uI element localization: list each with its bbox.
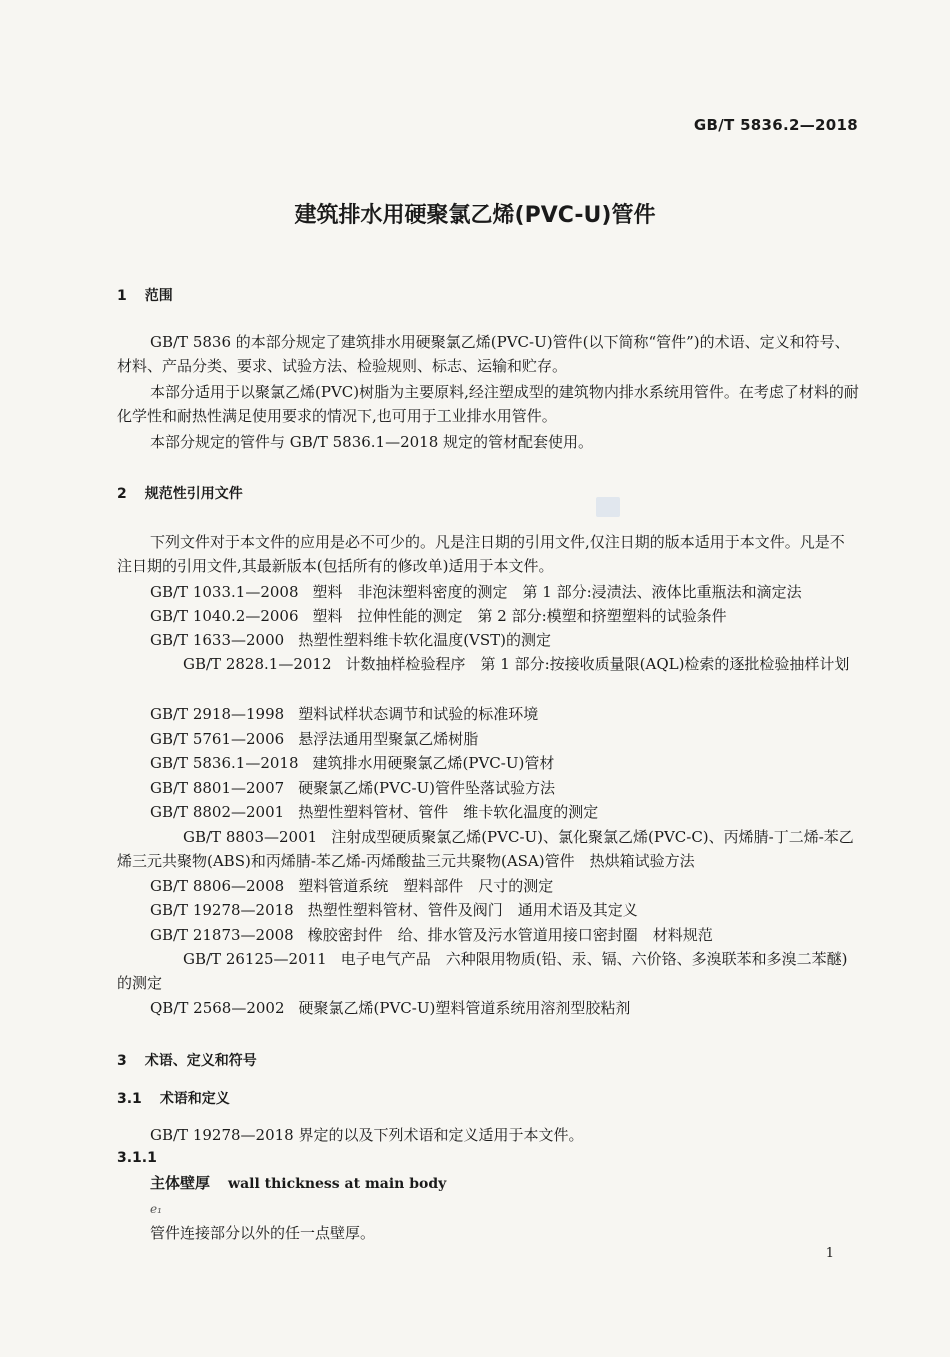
reference-item: GB/T 8803—2001 注射成型硬质聚氯乙烯(PVC-U)、氯化聚氯乙烯(PVC-C)、丙烯腈-丁二烯-苯乙烯三元共聚物(ABS)和丙烯腈-苯乙烯-丙烯酸盐三元共聚物(ASA)管件 热烘箱试验方法 bbox=[117, 828, 854, 870]
paragraph: 本部分规定的管件与 GB/T 5836.1—2018 规定的管材配套使用。 bbox=[150, 433, 594, 451]
paragraph: 本部分适用于以聚氯乙烯(PVC)树脂为主要原料,经注塑成型的建筑物内排水系统用管件。在考虑了材料的耐化学性和耐热性满足使用要求的情况下,也可用于工业排水用管件。 bbox=[117, 383, 859, 425]
reference-item: GB/T 5761—2006 悬浮法通用型聚氯乙烯树脂 bbox=[150, 730, 479, 748]
reference-item: GB/T 19278—2018 热塑性塑料管材、管件及阀门 通用术语及其定义 bbox=[150, 901, 638, 919]
term-entry bbox=[150, 1172, 446, 1193]
reference-item: GB/T 2828.1—2012 计数抽样检验程序 第 1 部分:按接收质量限(AQL)检索的逐批检验抽样计划 bbox=[183, 655, 850, 673]
page-number: 1 bbox=[825, 1246, 834, 1261]
section-title: 术语、定义和符号 bbox=[144, 1053, 257, 1069]
reference-item: GB/T 2918—1998 塑料试样状态调节和试验的标准环境 bbox=[150, 705, 539, 723]
term-number: 3.1.1 bbox=[117, 1150, 157, 1166]
section-2-heading bbox=[117, 483, 243, 503]
section-3-heading bbox=[117, 1050, 257, 1070]
section-number: 3 bbox=[117, 1053, 127, 1069]
reference-item: QB/T 2568—2002 硬聚氯乙烯(PVC-U)塑料管道系统用溶剂型胶粘剂 bbox=[150, 999, 631, 1017]
reference-item: GB/T 21873—2008 橡胶密封件 给、排水管及污水管道用接口密封圈 材料规范 bbox=[150, 926, 713, 944]
section-1-heading bbox=[117, 285, 173, 305]
subsection-title: 术语和定义 bbox=[159, 1091, 230, 1107]
term-chinese: 主体壁厚 bbox=[150, 1174, 211, 1192]
term-english: wall thickness at main body bbox=[228, 1176, 447, 1192]
standard-number: GB/T 5836.2—2018 bbox=[693, 116, 858, 134]
reference-item: GB/T 5836.1—2018 建筑排水用硬聚氯乙烯(PVC-U)管材 bbox=[150, 754, 555, 772]
watermark-stamp bbox=[596, 497, 620, 517]
reference-item: GB/T 1040.2—2006 塑料 拉伸性能的测定 第 2 部分:模塑和挤塑塑料的试验条件 bbox=[150, 607, 727, 625]
reference-item: GB/T 8806—2008 塑料管道系统 塑料部件 尺寸的测定 bbox=[150, 877, 554, 895]
paragraph: GB/T 5836 的本部分规定了建筑排水用硬聚氯乙烯(PVC-U)管件(以下简称“管件”)的术语、定义和符号、材料、产品分类、要求、试验方法、检验规则、标志、运输和贮存。 bbox=[117, 333, 850, 375]
reference-item: GB/T 8801—2007 硬聚氯乙烯(PVC-U)管件坠落试验方法 bbox=[150, 779, 556, 797]
section-number: 1 bbox=[117, 288, 127, 304]
section-title: 范围 bbox=[144, 288, 173, 304]
reference-item: GB/T 8802—2001 热塑性塑料管材、管件 维卡软化温度的测定 bbox=[150, 803, 599, 821]
subsection-3-1-heading bbox=[117, 1088, 230, 1108]
reference-item: GB/T 26125—2011 电子电气产品 六种限用物质(铅、汞、镉、六价铬、多溴联苯和多溴二苯醚)的测定 bbox=[117, 950, 848, 992]
paragraph: GB/T 19278—2018 界定的以及下列术语和定义适用于本文件。 bbox=[150, 1126, 584, 1144]
term-symbol: e₁ bbox=[150, 1202, 162, 1216]
subsection-number: 3.1 bbox=[117, 1091, 142, 1107]
section-number: 2 bbox=[117, 486, 127, 502]
reference-item: GB/T 1033.1—2008 塑料 非泡沫塑料密度的测定 第 1 部分:浸渍法、液体比重瓶法和滴定法 bbox=[150, 583, 802, 601]
paragraph: 下列文件对于本文件的应用是必不可少的。凡是注日期的引用文件,仅注日期的版本适用于本文件。凡是不注日期的引用文件,其最新版本(包括所有的修改单)适用于本文件。 bbox=[117, 533, 845, 575]
term-definition: 管件连接部分以外的任一点壁厚。 bbox=[150, 1224, 376, 1242]
document-title: 建筑排水用硬聚氯乙烯(PVC-U)管件 bbox=[294, 203, 656, 228]
section-title: 规范性引用文件 bbox=[144, 486, 243, 502]
reference-item: GB/T 1633—2000 热塑性塑料维卡软化温度(VST)的测定 bbox=[150, 631, 552, 649]
